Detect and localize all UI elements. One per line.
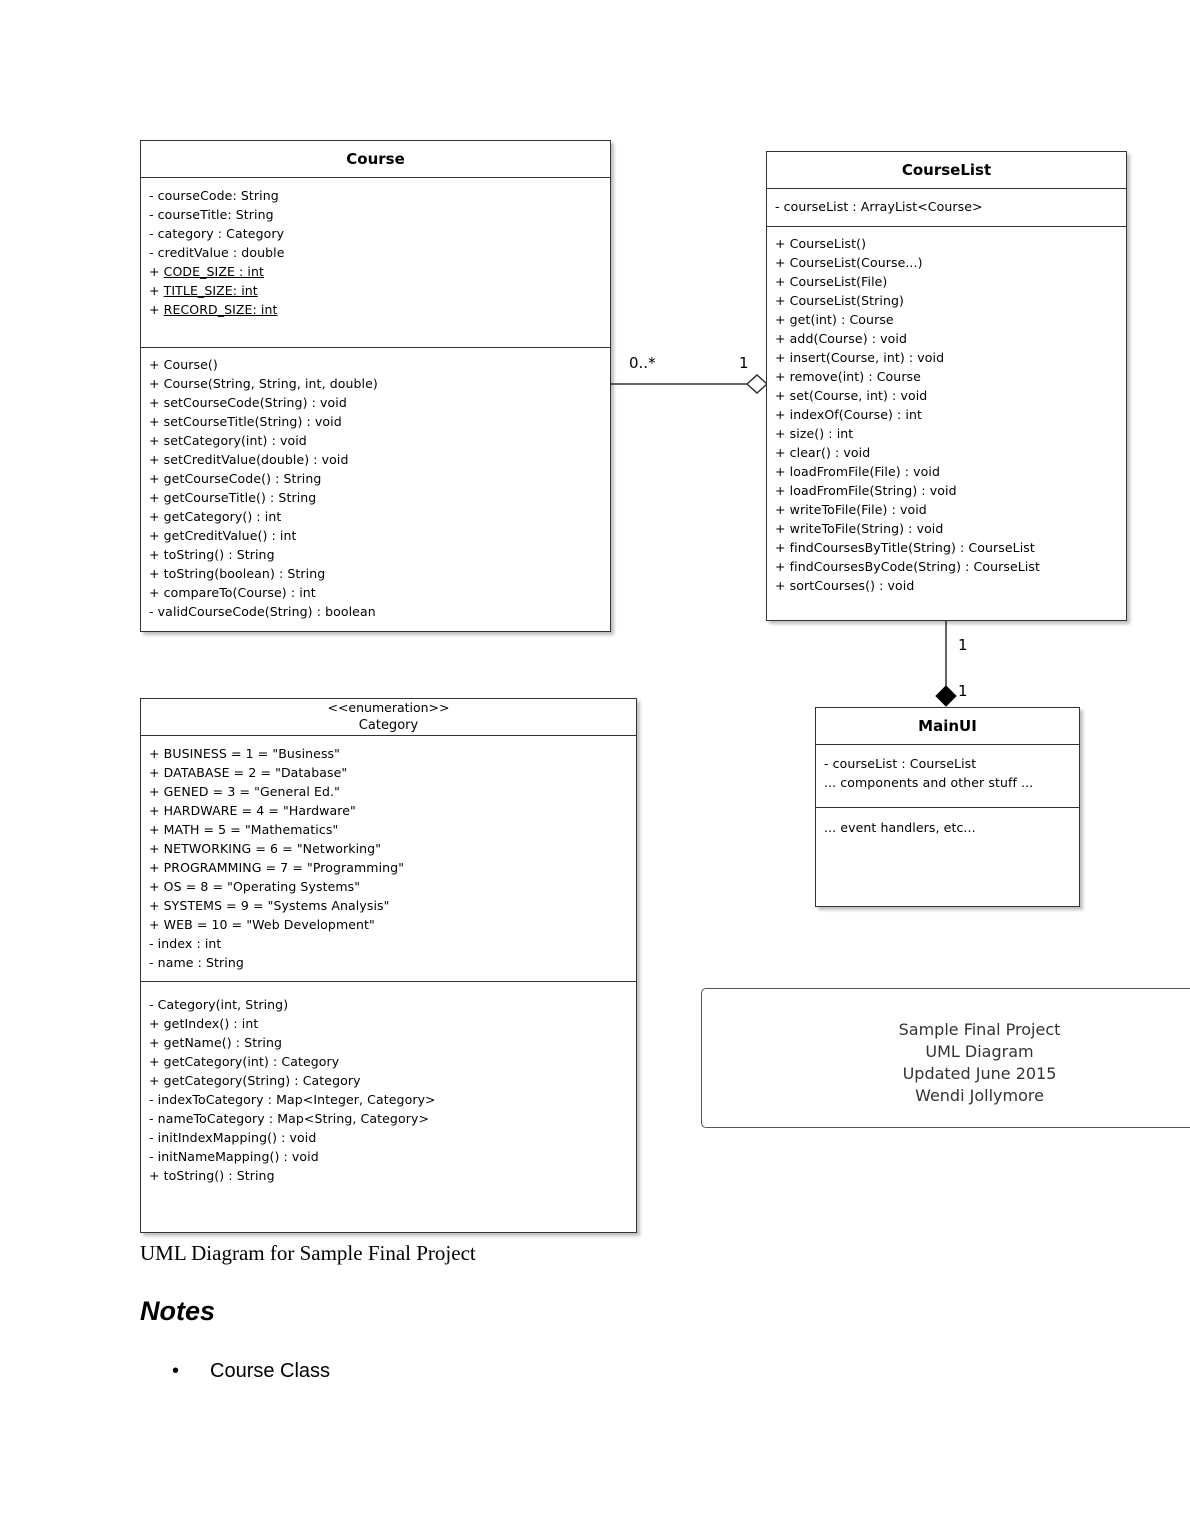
attribute-line: + BUSINESS = 1 = "Business" (149, 746, 341, 761)
method-line: + insert(Course, int) : void (775, 350, 945, 365)
method-line: + setCreditValue(double) : void (149, 452, 349, 467)
member-text: CODE_SIZE : int (163, 264, 265, 279)
method-line: + getCreditValue() : int (149, 528, 297, 543)
method-line: - initNameMapping() : void (149, 1149, 319, 1164)
method-line: + size() : int (775, 426, 854, 441)
method-line: + add(Course) : void (775, 331, 907, 346)
class-courselist (766, 151, 1127, 621)
method-line: + Course(String, String, int, double) (149, 376, 378, 391)
note-line: Updated June 2015 (902, 1064, 1057, 1083)
attribute-line: + GENED = 3 = "General Ed." (149, 784, 340, 799)
multiplicity-mainui: 1 (958, 682, 968, 700)
member-text: - creditValue : double (149, 245, 285, 260)
attributes-section (141, 736, 636, 982)
attribute-line: - courseList : CourseList (824, 756, 977, 771)
method-line: ... event handlers, etc... (824, 820, 976, 835)
attribute-line: + NETWORKING = 6 = "Networking" (149, 841, 382, 856)
class-title: MainUI (816, 708, 1079, 745)
method-line: + toString() : String (149, 1168, 275, 1183)
attribute-line (149, 300, 610, 319)
visibility-prefix: + (149, 283, 164, 298)
method-line: + CourseList(File) (775, 274, 888, 289)
class-mainui (815, 707, 1080, 907)
attribute-line (149, 262, 610, 281)
note-line: Wendi Jollymore (915, 1086, 1044, 1105)
method-line: + getName() : String (149, 1035, 283, 1050)
member-text: - courseTitle: String (149, 207, 274, 222)
method-line: + getCategory() : int (149, 509, 282, 524)
method-line: + findCoursesByCode(String) : CourseList (775, 559, 1041, 574)
method-line: - nameToCategory : Map<String, Category> (149, 1111, 430, 1126)
method-line: + compareTo(Course) : int (149, 585, 316, 600)
enum-category (140, 698, 637, 1233)
attribute-line: + WEB = 10 = "Web Development" (149, 917, 375, 932)
attribute-line (149, 224, 610, 243)
method-line: + toString() : String (149, 547, 275, 562)
methods-section (767, 227, 1126, 595)
member-text: TITLE_SIZE: int (163, 283, 258, 298)
multiplicity-courselist-mainui: 1 (958, 636, 968, 654)
attribute-line: - courseList : ArrayList<Course> (775, 199, 983, 214)
attribute-line: - index : int (149, 936, 222, 951)
attributes-section (141, 178, 610, 348)
notes-heading: Notes (140, 1296, 216, 1326)
attribute-line: + OS = 8 = "Operating Systems" (149, 879, 361, 894)
methods-section (141, 348, 610, 621)
multiplicity-courselist: 1 (739, 354, 749, 372)
method-line: + setCourseCode(String) : void (149, 395, 347, 410)
method-line: + writeToFile(String) : void (775, 521, 944, 536)
methods-section (816, 808, 1079, 837)
member-text: RECORD_SIZE: int (163, 302, 278, 317)
member-text: - category : Category (149, 226, 285, 241)
attribute-line: - name : String (149, 955, 244, 970)
method-list (824, 818, 1079, 837)
multiplicity-course: 0..* (629, 354, 656, 372)
method-line: + getCategory(String) : Category (149, 1073, 361, 1088)
method-line: + sortCourses() : void (775, 578, 915, 593)
method-line: - Category(int, String) (149, 997, 289, 1012)
method-line: + setCourseTitle(String) : void (149, 414, 342, 429)
attribute-line (149, 205, 610, 224)
method-line: + CourseList(String) (775, 293, 904, 308)
note-line: UML Diagram (925, 1042, 1034, 1061)
method-line: + getCourseCode() : String (149, 471, 322, 486)
member-text: - courseCode: String (149, 188, 279, 203)
method-line: + loadFromFile(File) : void (775, 464, 941, 479)
method-list (149, 995, 636, 1185)
bullet-item (172, 1360, 330, 1383)
bullet-icon: • (172, 1360, 180, 1382)
method-line: - initIndexMapping() : void (149, 1130, 317, 1145)
attributes-section (767, 189, 1126, 227)
attribute-line: + DATABASE = 2 = "Database" (149, 765, 348, 780)
diagram-note (701, 988, 1190, 1128)
attribute-line (149, 281, 610, 300)
attribute-list (149, 744, 636, 972)
attribute-list (149, 186, 610, 319)
attribute-line: + HARDWARE = 4 = "Hardware" (149, 803, 356, 818)
attribute-line: + SYSTEMS = 9 = "Systems Analysis" (149, 898, 390, 913)
method-line: + getCategory(int) : Category (149, 1054, 340, 1069)
method-line: - indexToCategory : Map<Integer, Category> (149, 1092, 436, 1107)
method-line: + CourseList(Course...) (775, 255, 923, 270)
method-line: + findCoursesByTitle(String) : CourseList (775, 540, 1035, 555)
attribute-list (775, 197, 1126, 216)
visibility-prefix: + (149, 264, 164, 279)
attribute-line: + PROGRAMMING = 7 = "Programming" (149, 860, 405, 875)
attribute-line: ... components and other stuff ... (824, 775, 1034, 790)
class-course (140, 140, 611, 632)
method-line: + get(int) : Course (775, 312, 894, 327)
method-list (775, 234, 1126, 595)
method-line: + getIndex() : int (149, 1016, 259, 1031)
bullet-text: Course Class (210, 1360, 331, 1382)
visibility-prefix: + (149, 302, 164, 317)
method-line: + getCourseTitle() : String (149, 490, 317, 505)
method-line: + loadFromFile(String) : void (775, 483, 957, 498)
method-line: - validCourseCode(String) : boolean (149, 604, 376, 619)
method-line: + clear() : void (775, 445, 871, 460)
attribute-line: + MATH = 5 = "Mathematics" (149, 822, 339, 837)
stereotype: <<enumeration>> (327, 700, 450, 715)
method-line: + set(Course, int) : void (775, 388, 928, 403)
method-list (149, 355, 610, 621)
methods-section (141, 982, 636, 1185)
attributes-section (816, 745, 1079, 808)
aggregation-diamond (747, 375, 767, 393)
class-title (141, 699, 636, 736)
composition-diamond (936, 686, 956, 706)
method-line: + toString(boolean) : String (149, 566, 326, 581)
class-title: CourseList (767, 152, 1126, 189)
figure-caption: UML Diagram for Sample Final Project (140, 1241, 476, 1265)
method-line: + writeToFile(File) : void (775, 502, 927, 517)
attribute-line (149, 243, 610, 262)
enum-name: Category (358, 718, 419, 733)
method-line: + Course() (149, 357, 218, 372)
attribute-list (824, 754, 1079, 792)
class-title: Course (141, 141, 610, 178)
method-line: + CourseList() (775, 236, 867, 251)
method-line: + remove(int) : Course (775, 369, 921, 384)
method-line: + setCategory(int) : void (149, 433, 307, 448)
note-text (702, 1019, 1190, 1107)
note-line: Sample Final Project (898, 1020, 1061, 1039)
attribute-line (149, 186, 610, 205)
method-line: + indexOf(Course) : int (775, 407, 923, 422)
